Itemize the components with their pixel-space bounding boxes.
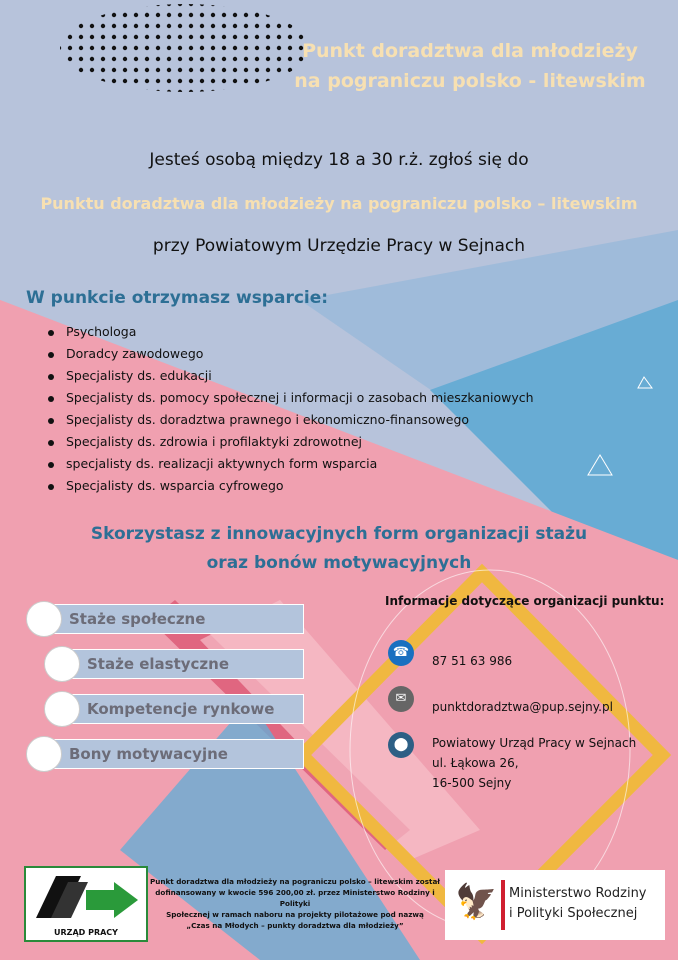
intro-line-2: Punktu doradztwa dla młodzieży na pograniczu polsko – litewskim — [40, 194, 638, 213]
email-icon: ✉ — [388, 686, 414, 712]
innovation-heading — [0, 520, 678, 578]
address — [432, 733, 636, 793]
list-item: Specjalisty ds. zdrowia i profilaktyki zdrowotnej — [48, 434, 534, 456]
list-item: Doradcy zawodowego — [48, 346, 534, 368]
ministry-line: i Polityki Społecznej — [509, 906, 638, 921]
ministry-logo — [445, 870, 665, 940]
funding-line: Punkt doradztwa dla młodzieży na pograniczu polsko – litewskim został — [150, 877, 440, 886]
title-line-1: Punkt doradztwa dla młodzieży — [302, 40, 638, 62]
innovation-line-1: Skorzystasz z innowacyjnych form organizacji stażu — [90, 524, 588, 544]
ministry-line: Ministerstwo Rodziny — [509, 886, 647, 901]
email-link[interactable]: punktdoradztwa@pup.sejny.pl — [432, 700, 613, 714]
location-icon: ⬤ — [388, 732, 414, 758]
logo-graphic — [26, 868, 146, 924]
contact-heading: Informacje dotyczące organizacji punktu: — [385, 594, 665, 608]
bullet-circle — [44, 646, 80, 682]
list-item: Psychologa — [48, 324, 534, 346]
phone-icon: ☎ — [388, 640, 414, 666]
form-item: Staże elastyczne — [70, 649, 304, 679]
support-list — [48, 324, 534, 500]
funding-note — [150, 876, 440, 931]
address-line: 16-500 Sejny — [432, 776, 512, 790]
form-item: Staże społeczne — [52, 604, 304, 634]
phone-number[interactable]: 87 51 63 986 — [432, 654, 513, 668]
bullet-circle — [26, 601, 62, 637]
eagle-emblem-icon: 🦅 — [455, 882, 498, 922]
funding-line: dofinansowany w kwocie 596 200,00 zł. przez Ministerstwo Rodziny i Polityki — [155, 888, 435, 908]
list-item: specjalisty ds. realizacji aktywnych form wsparcia — [48, 456, 534, 478]
red-divider — [501, 880, 505, 930]
funding-line: Społecznej w ramach naboru na projekty pilotażowe pod nazwą — [166, 910, 424, 919]
list-item: Specjalisty ds. wsparcia cyfrowego — [48, 478, 534, 500]
intro-line-3: przy Powiatowym Urzędzie Pracy w Sejnach — [152, 236, 526, 256]
list-item: Specjalisty ds. edukacji — [48, 368, 534, 390]
bullet-circle — [26, 736, 62, 772]
urzad-pracy-logo — [24, 866, 148, 942]
list-item: Specjalisty ds. doradztwa prawnego i ekonomiczno-finansowego — [48, 412, 534, 434]
logo-left-text: URZĄD PRACY — [54, 928, 118, 937]
address-line: Powiatowy Urząd Pracy w Sejnach — [432, 736, 637, 750]
title-line-2: na pograniczu polsko - litewskim — [294, 70, 646, 92]
form-item: Bony motywacyjne — [52, 739, 304, 769]
bullet-circle — [44, 691, 80, 727]
funding-line: „Czas na Młodych – punkty doradztwa dla młodzieży” — [186, 921, 404, 930]
innovation-line-2: oraz bonów motywacyjnych — [206, 553, 472, 573]
form-item: Kompetencje rynkowe — [70, 694, 304, 724]
list-item: Specjalisty ds. pomocy społecznej i informacji o zasobach mieszkaniowych — [48, 390, 534, 412]
ministry-name — [509, 884, 647, 924]
poster-title — [280, 36, 660, 96]
intro-line-1: Jesteś osobą między 18 a 30 r.ż. zgłoś się do — [149, 150, 529, 170]
support-heading: W punkcie otrzymasz wsparcie: — [26, 288, 329, 308]
address-line: ul. Łąkowa 26, — [432, 756, 519, 770]
